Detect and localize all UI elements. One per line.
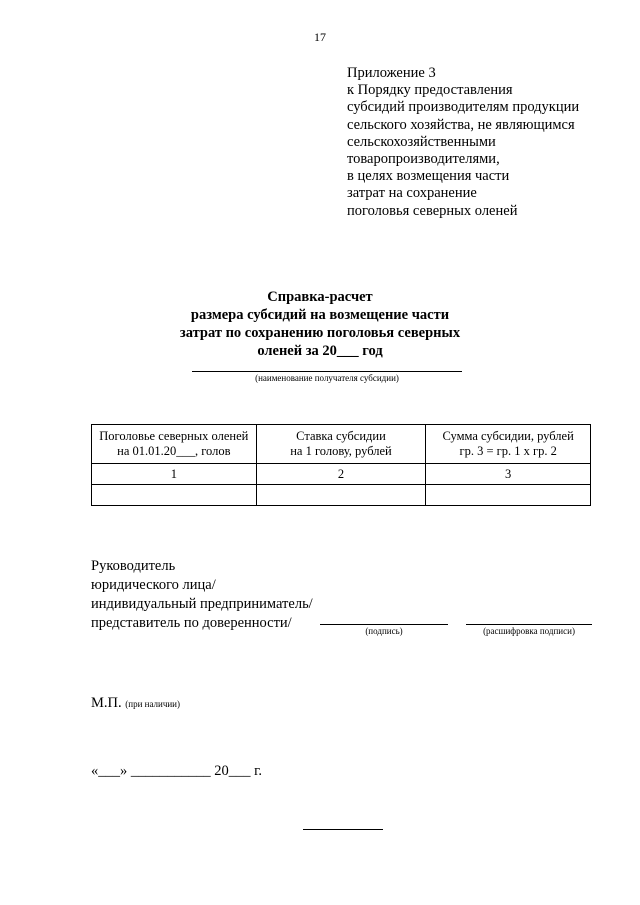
signature-caption: (подпись) [365, 626, 403, 636]
table-cell [256, 485, 426, 506]
recipient-caption: (наименование получателя субсидии) [255, 373, 399, 383]
appendix-line: затрат на сохранение [347, 185, 477, 202]
table-cell: 3 [426, 464, 591, 485]
table-header-row [92, 425, 591, 464]
title-line: оленей за 20___ год [257, 343, 383, 359]
table-cell: 1 [92, 464, 257, 485]
header-text: на 1 голову, рублей [290, 444, 392, 458]
header-cell-rate [256, 425, 426, 464]
table-row-empty [92, 485, 591, 506]
recipient-name-line [192, 371, 462, 372]
header-cell-amount [426, 425, 591, 464]
signature-decoding-caption: (расшифровка подписи) [483, 626, 575, 636]
title-line: затрат по сохранению поголовья северных [179, 325, 461, 341]
signature-decoding-line [466, 624, 592, 625]
stamp-place [91, 695, 180, 712]
signer-line: юридического лица/ [91, 577, 216, 593]
appendix-line: товаропроизводителями, [347, 151, 500, 168]
header-text: Сумма субсидии, рублей [442, 429, 574, 443]
table-cell [92, 485, 257, 506]
appendix-line: к Порядку предоставления [347, 82, 513, 99]
header-text: гр. 3 = гр. 1 х гр. 2 [459, 444, 557, 458]
signer-line: индивидуальный предприниматель/ [91, 596, 313, 612]
calculation-table [91, 424, 591, 506]
header-text: на 01.01.20___, голов [117, 444, 231, 458]
appendix-line: сельского хозяйства, не являющимся [347, 116, 575, 133]
signer-block [91, 557, 313, 633]
stamp-label: М.П. [91, 695, 122, 711]
table-row-column-numbers [92, 464, 591, 485]
footer-divider [303, 829, 383, 830]
appendix-line: поголовья северных оленей [347, 202, 518, 219]
table-cell: 2 [256, 464, 426, 485]
appendix-line: Приложение 3 [347, 65, 436, 81]
appendix-line: сельскохозяйственными [347, 133, 496, 150]
date-line: «___» ___________ 20___ г. [91, 763, 263, 779]
signer-line: представитель по доверенности/ [91, 615, 292, 631]
document-title [0, 288, 640, 360]
header-text: Поголовье северных оленей [99, 429, 249, 443]
table-cell [426, 485, 591, 506]
signature-line [320, 624, 448, 625]
header-text: Ставка субсидии [296, 429, 386, 443]
header-cell-herd [92, 425, 257, 464]
appendix-line: в целях возмещения части [347, 168, 510, 185]
appendix-line: субсидий производителям продукции [347, 99, 580, 116]
stamp-note: (при наличии) [125, 699, 180, 709]
page-number: 17 [314, 30, 326, 44]
title-line: размера субсидий на возмещение части [190, 307, 450, 323]
signer-line: Руководитель [91, 558, 176, 574]
title-line: Справка-расчет [267, 289, 373, 305]
appendix-note [347, 65, 579, 220]
